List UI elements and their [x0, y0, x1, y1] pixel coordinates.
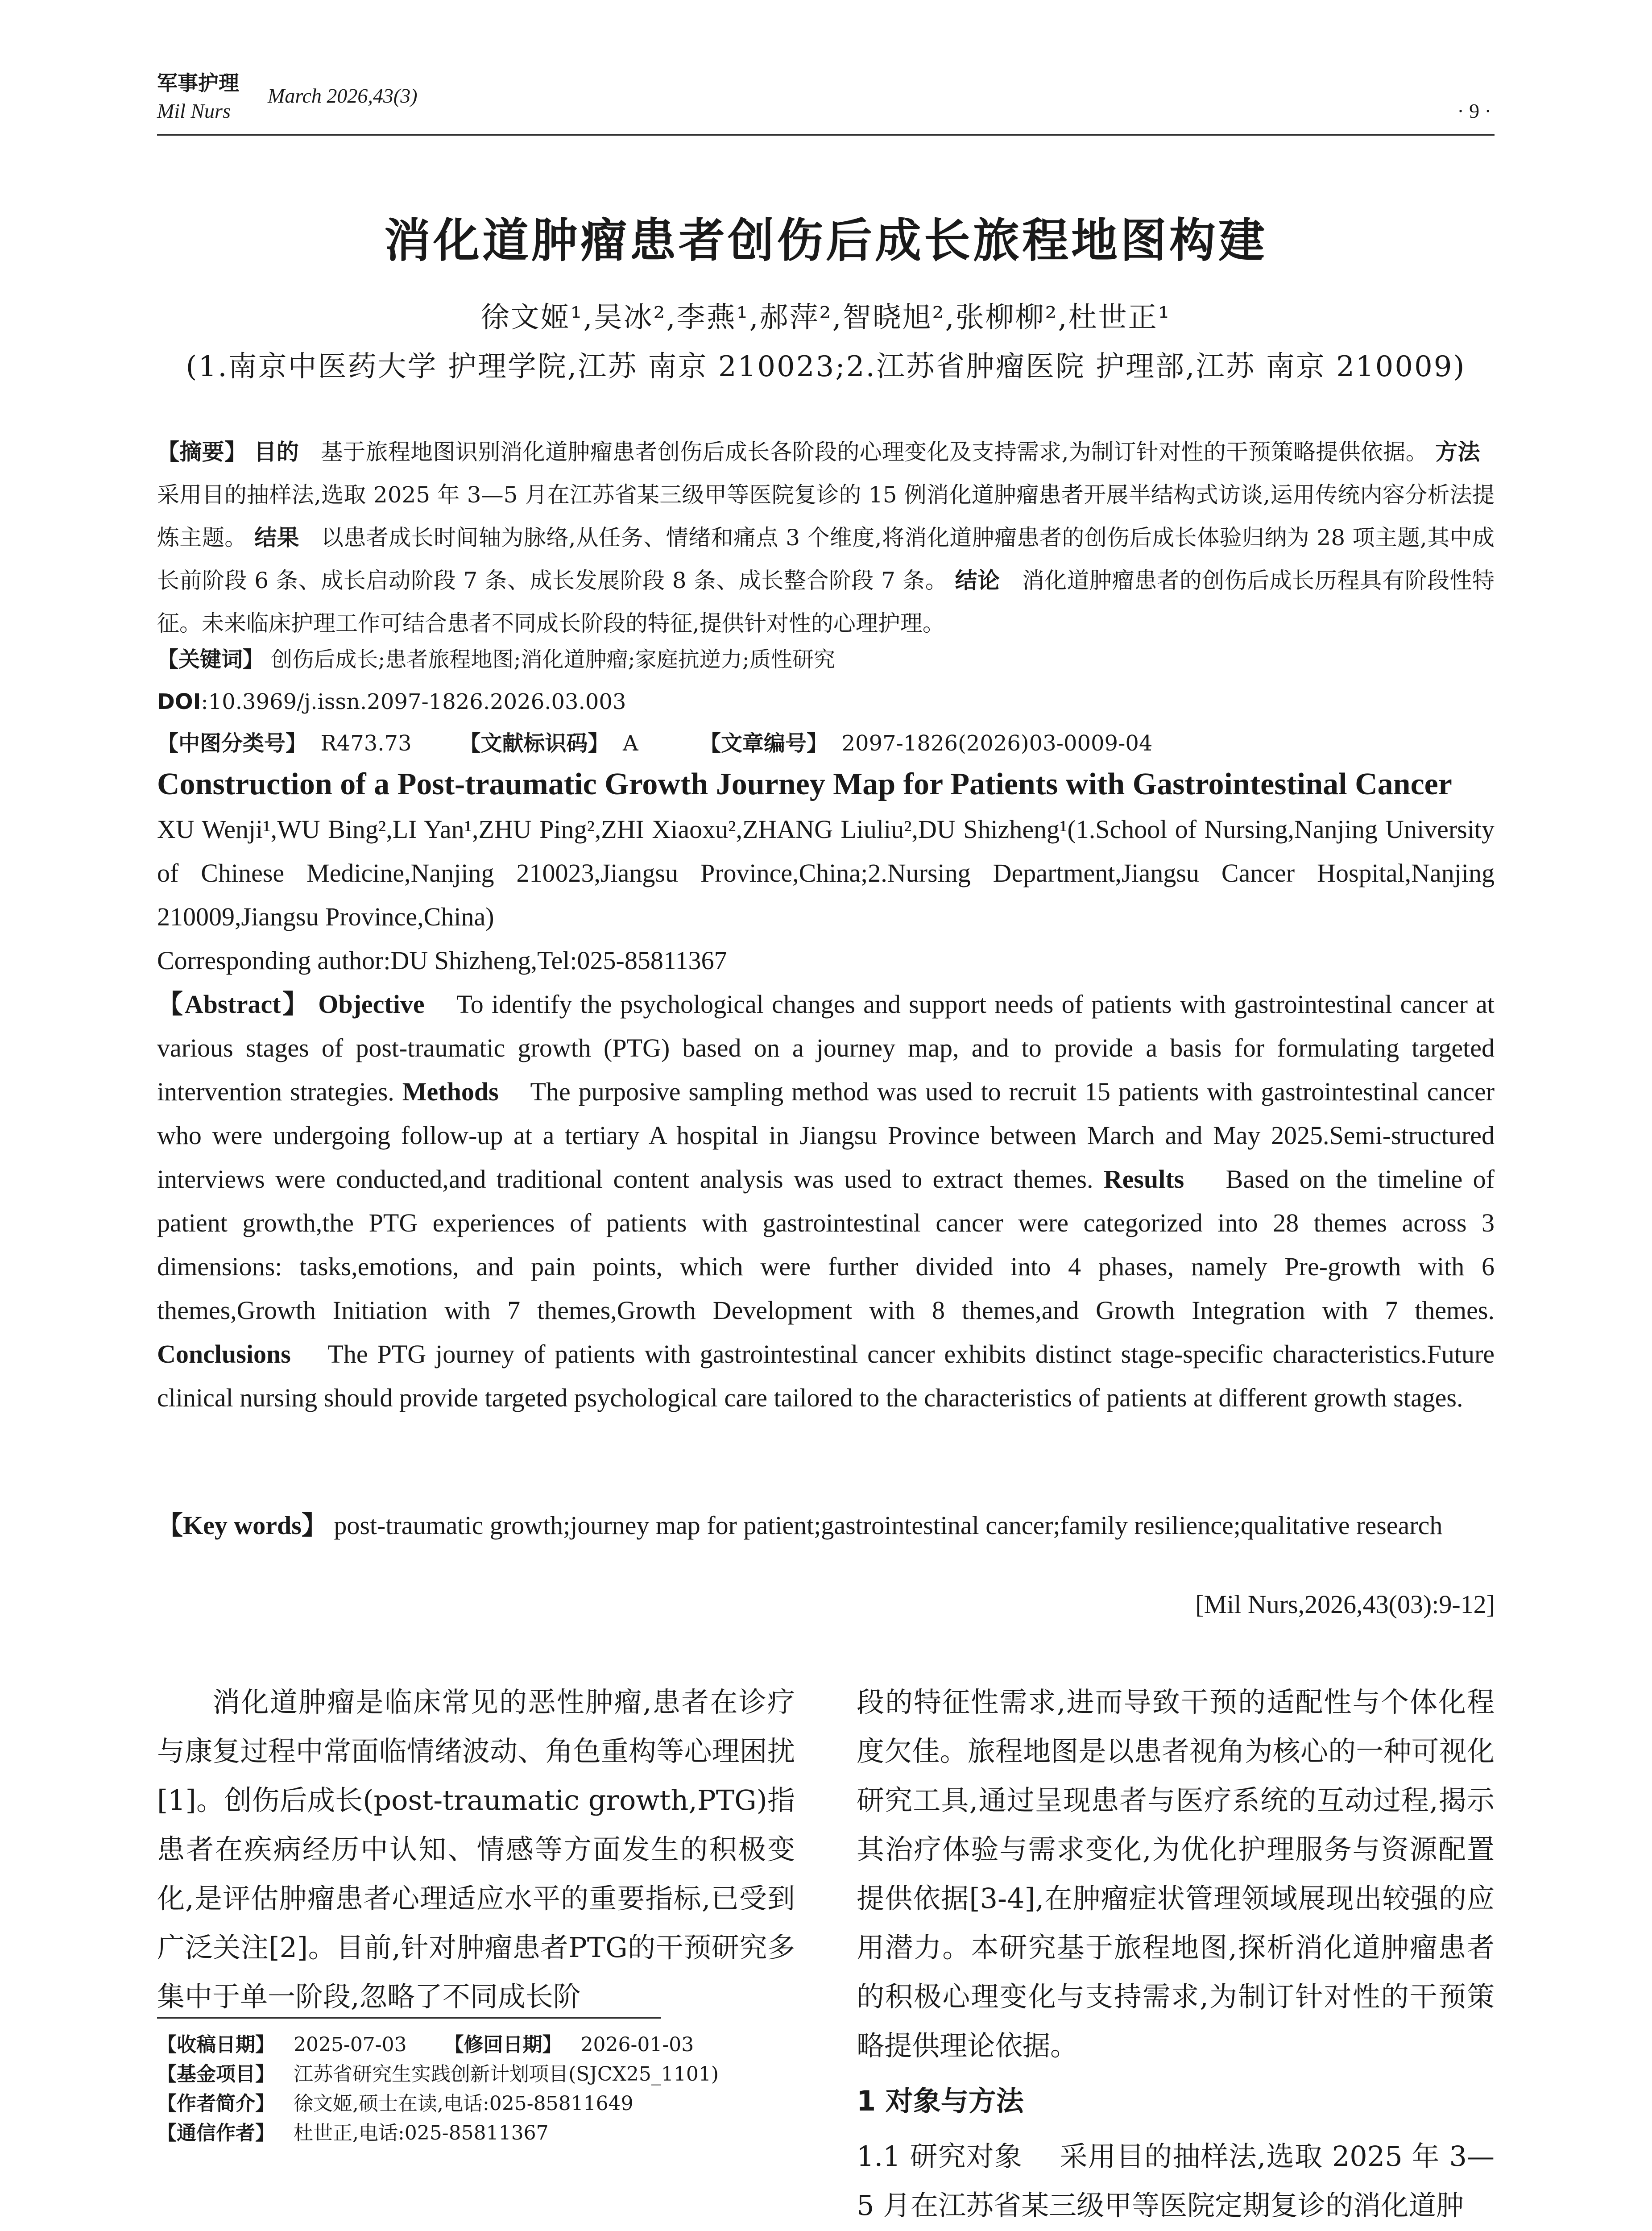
keywords-en	[157, 1504, 1495, 1547]
body-left-paragraph: 消化道肿瘤是临床常见的恶性肿瘤,患者在诊疗与康复过程中常面临情绪波动、角色重构等心理困扰[1]。创伤后成长(post-traumatic growth,PTG)指患者在疾病经历中认知、情感等方面发生的积极变化,是评估肿瘤患者心理适应水平的重要指标,已受到广泛关注[2]。目前,针对肿瘤患者PTG的干预研究多集中于单一阶段,忽略了不同成长阶	[157, 1686, 795, 2013]
footnote-fund	[157, 2060, 795, 2089]
authors: 徐文姬¹,吴冰²,李燕¹,郝萍²,智晓旭²,张柳柳²,杜世正¹	[480, 301, 1171, 334]
conclusions-en-label: Conclusions	[157, 1339, 291, 1368]
abstract-en-label: 【Abstract】	[157, 990, 310, 1019]
methods-text: 采用目的抽样法,选取 2025 年 3—5 月在江苏省某三级甲等医院复诊的 15 例消化道肿瘤患者开展半结构式访谈,运用传统内容分析法提炼主题。	[157, 482, 1495, 551]
methods-label: 方法	[1435, 439, 1480, 465]
corresponding-text: 杜世正,电话:025-85811367	[293, 2122, 549, 2144]
clc-value: R473.73	[320, 731, 412, 756]
title-en: Construction of a Post-traumatic Growth Journey Map for Patients with Gastrointestinal Cancer	[157, 767, 1452, 801]
article-number-value: 2097-1826(2026)03-0009-04	[841, 731, 1153, 756]
conclusions-label: 结论	[955, 568, 1000, 593]
abstract-cn-label: 【摘要】	[157, 439, 247, 465]
journal-name-en: Mil Nurs	[157, 100, 231, 122]
keywords-en-label: 【Key words】	[157, 1511, 327, 1540]
subsection-1-1-text: 采用目的抽样法,选取 2025 年 3—5 月在江苏省某三级甲等医院定期复诊的消化道肿	[857, 2140, 1495, 2222]
revised-date: 2026-01-03	[580, 2033, 694, 2056]
authors-en: XU Wenji¹,WU Bing²,LI Yan¹,ZHU Ping²,ZHI Xiaoxu²,ZHANG Liuliu²,DU Shizheng¹(1.School of Nursing,Nanjing University of Chinese Medicine,Nanjing 210023,Jiangsu Province,China;2.Nursing Department,Jiangsu Cancer Hospital,Nanjing 210009,Jiangsu Province,China)	[157, 815, 1495, 931]
objective-en-label: Objective	[318, 990, 425, 1019]
keywords-cn	[157, 638, 1495, 681]
citation: [Mil Nurs,2026,43(03):9-12]	[1195, 1590, 1495, 1619]
corresponding-label: 【通信作者】	[157, 2122, 275, 2144]
results-text: 以患者成长时间轴为脉络,从任务、情绪和痛点 3 个维度,将消化道肿瘤患者的创伤后成长体验归纳为 28 项主题,其中成长前阶段 6 条、成长启动阶段 7 条、成长发展阶段 8 条、成长整合阶段 7 条。	[157, 525, 1495, 593]
abstract-en	[157, 983, 1495, 1420]
author-bio-text: 徐文姬,硕士在读,电话:025-85811649	[293, 2092, 633, 2115]
fund-label: 【基金项目】	[157, 2063, 275, 2086]
author-bio-label: 【作者简介】	[157, 2092, 275, 2115]
fund-text: 江苏省研究生实践创新计划项目(SJCX25_1101)	[293, 2063, 719, 2086]
received-label: 【收稿日期】	[157, 2033, 275, 2056]
doc-code-value: A	[622, 731, 638, 756]
classification	[157, 722, 1495, 765]
footnote-dates	[157, 2030, 795, 2060]
keywords-en-text: post-traumatic growth;journey map for patient;gastrointestinal cancer;family resilience;qualitative research	[334, 1511, 1443, 1540]
results-label: 结果	[254, 525, 299, 551]
doi-text: :10.3969/j.issn.2097-1826.2026.03.003	[201, 689, 626, 714]
conclusions-en-text: The PTG journey of patients with gastrointestinal cancer exhibits distinct stage-specific characteristics.Future clinical nursing should provide targeted psychological care tailored to the characteristics of patients at different growth stages.	[157, 1339, 1495, 1412]
doi-label: DOI	[157, 689, 201, 714]
objective-en-text: To identify the psychological changes and support needs of patients with gastrointestinal cancer at various stages of post-traumatic growth (PTG) based on a journey map, and to provide a basis for formulating targeted intervention strategies.	[157, 990, 1495, 1106]
affiliations: (1.南京中医药大学 护理学院,江苏 南京 210023;2.江苏省肿瘤医院 护理部,江苏 南京 210009)	[186, 350, 1466, 383]
footnote-corresponding	[157, 2119, 795, 2148]
journal-name-cn: 军事护理	[157, 71, 239, 95]
keywords-cn-label: 【关键词】	[157, 647, 265, 672]
corresponding-en: Corresponding author:DU Shizheng,Tel:025-85811367	[157, 946, 727, 975]
article-number-label: 【文章编号】	[699, 731, 828, 756]
doc-code-label: 【文献标识码】	[459, 731, 609, 756]
footnote-rule	[157, 2017, 661, 2019]
subsection-1-1-label: 1.1 研究对象	[857, 2140, 1023, 2173]
issue-info: March 2026,43(3)	[268, 84, 418, 107]
clc-label: 【中图分类号】	[157, 731, 307, 756]
objective-text: 基于旅程地图识别消化道肿瘤患者创伤后成长各阶段的心理变化及支持需求,为制订针对性的干预策略提供依据。	[320, 439, 1428, 465]
footnote-author	[157, 2089, 795, 2119]
received-date: 2025-07-03	[293, 2033, 407, 2056]
objective-label: 目的	[254, 439, 299, 465]
header-rule	[157, 134, 1495, 136]
results-en-text: Based on the timeline of patient growth,the PTG experiences of patients with gastrointestinal cancer were categorized into 28 themes across 3 dimensions: tasks,emotions, and pain points, which were further divided into 4 phases, namely Pre-growth with 6 themes,Growth Initiation with 7 themes,Growth Development with 8 themes,and Growth Integration with 7 themes.	[157, 1165, 1495, 1325]
results-en-label: Results	[1103, 1165, 1184, 1194]
doi	[157, 680, 1495, 723]
footnotes	[157, 2030, 795, 2148]
page-number: · 9 ·	[1457, 100, 1491, 122]
keywords-cn-text: 创伤后成长;患者旅程地图;消化道肿瘤;家庭抗逆力;质性研究	[271, 647, 835, 672]
conclusions-text: 消化道肿瘤患者的创伤后成长历程具有阶段性特征。未来临床护理工作可结合患者不同成长阶段的特征,提供针对性的心理护理。	[157, 568, 1495, 636]
section-heading-1: 1 对象与方法	[857, 2085, 1024, 2117]
methods-en-text: The purposive sampling method was used to recruit 15 patients with gastrointestinal cancer who were undergoing follow-up at a tertiary A hospital in Jiangsu Province between March and May 2025.Semi-structured interviews were conducted,and traditional content analysis was used to extract themes.	[157, 1077, 1495, 1194]
subsection-1-1	[857, 2132, 1495, 2230]
body-right-paragraph: 段的特征性需求,进而导致干预的适配性与个体化程度欠佳。旅程地图是以患者视角为核心的一种可视化研究工具,通过呈现患者与医疗系统的互动过程,揭示其治疗体验与需求变化,为优化护理服务与资源配置提供依据[3-4],在肿瘤症状管理领域展现出较强的应用潜力。本研究基于旅程地图,探析消化道肿瘤患者的积极心理变化与支持需求,为制订针对性的干预策略提供理论依据。	[857, 1686, 1495, 2062]
methods-en-label: Methods	[402, 1077, 499, 1106]
body-right	[857, 1678, 1495, 2230]
revised-label: 【修回日期】	[444, 2033, 562, 2056]
article-title: 消化道肿瘤患者创伤后成长旅程地图构建	[384, 213, 1267, 268]
abstract-cn	[157, 431, 1495, 645]
